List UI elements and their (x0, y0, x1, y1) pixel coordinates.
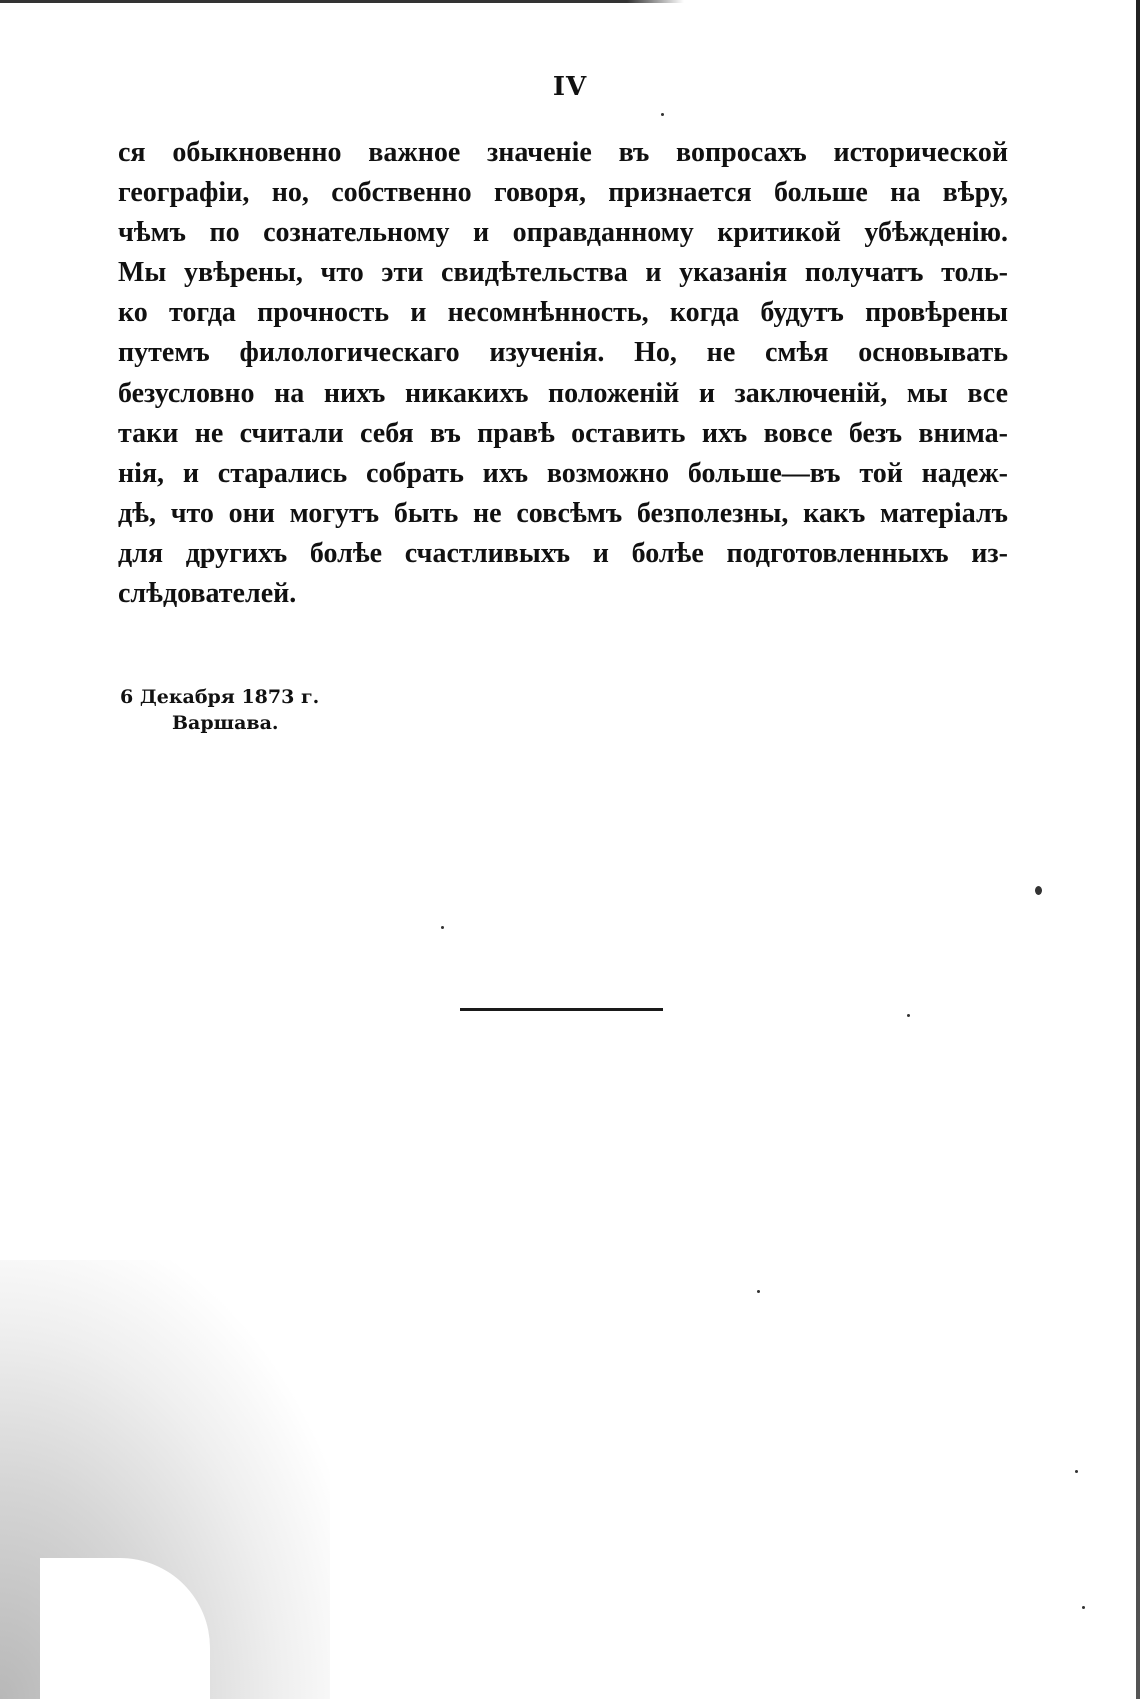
scan-top-edge (0, 0, 1140, 3)
text-line: безусловно на нихъ никакихъ положеній и заключеній, мы все (118, 377, 1008, 409)
body-paragraph (118, 133, 1008, 614)
signature-block (120, 684, 319, 736)
scan-right-edge (1136, 0, 1140, 1699)
ink-speck (1082, 1606, 1085, 1609)
ink-speck (1035, 886, 1042, 895)
text-line: слѣдователей. (118, 578, 297, 610)
ink-speck (757, 1290, 760, 1293)
ink-speck (907, 1014, 910, 1017)
text-line: таки не считали себя въ правѣ оставить ихъ вовсе безъ внима- (118, 417, 1008, 449)
section-divider-rule (460, 1008, 663, 1011)
text-line: географіи, но, собственно говоря, признается больше на вѣру, (118, 177, 1008, 209)
ink-speck (441, 926, 444, 929)
signature-place: Варшава. (172, 712, 279, 734)
text-line: Мы увѣрены, что эти свидѣтельства и указанія получатъ толь- (118, 257, 1008, 289)
text-line: нія, и старались собрать ихъ возможно больше—въ той надеж- (118, 457, 1008, 489)
ink-speck (1075, 1470, 1078, 1473)
signature-date: 6 Декабря 1873 г. (120, 686, 320, 708)
text-line: дѣ, что они могутъ быть не совсѣмъ безполезны, какъ матеріалъ (118, 497, 1008, 529)
page-number: IV (552, 72, 588, 102)
text-line: ся обыкновенно важное значеніе въ вопросахъ исторической (118, 137, 1008, 168)
text-line: ко тогда прочность и несомнѣнность, когда будутъ провѣрены (118, 297, 1008, 329)
ink-speck (661, 113, 664, 116)
text-line: чѣмъ по сознательному и оправданному критикой убѣжденію. (118, 217, 1008, 249)
text-line: для другихъ болѣе счастливыхъ и болѣе подготовленныхъ из- (118, 537, 1008, 569)
text-line: путемъ филологическаго изученія. Но, не смѣя основывать (118, 337, 1008, 369)
